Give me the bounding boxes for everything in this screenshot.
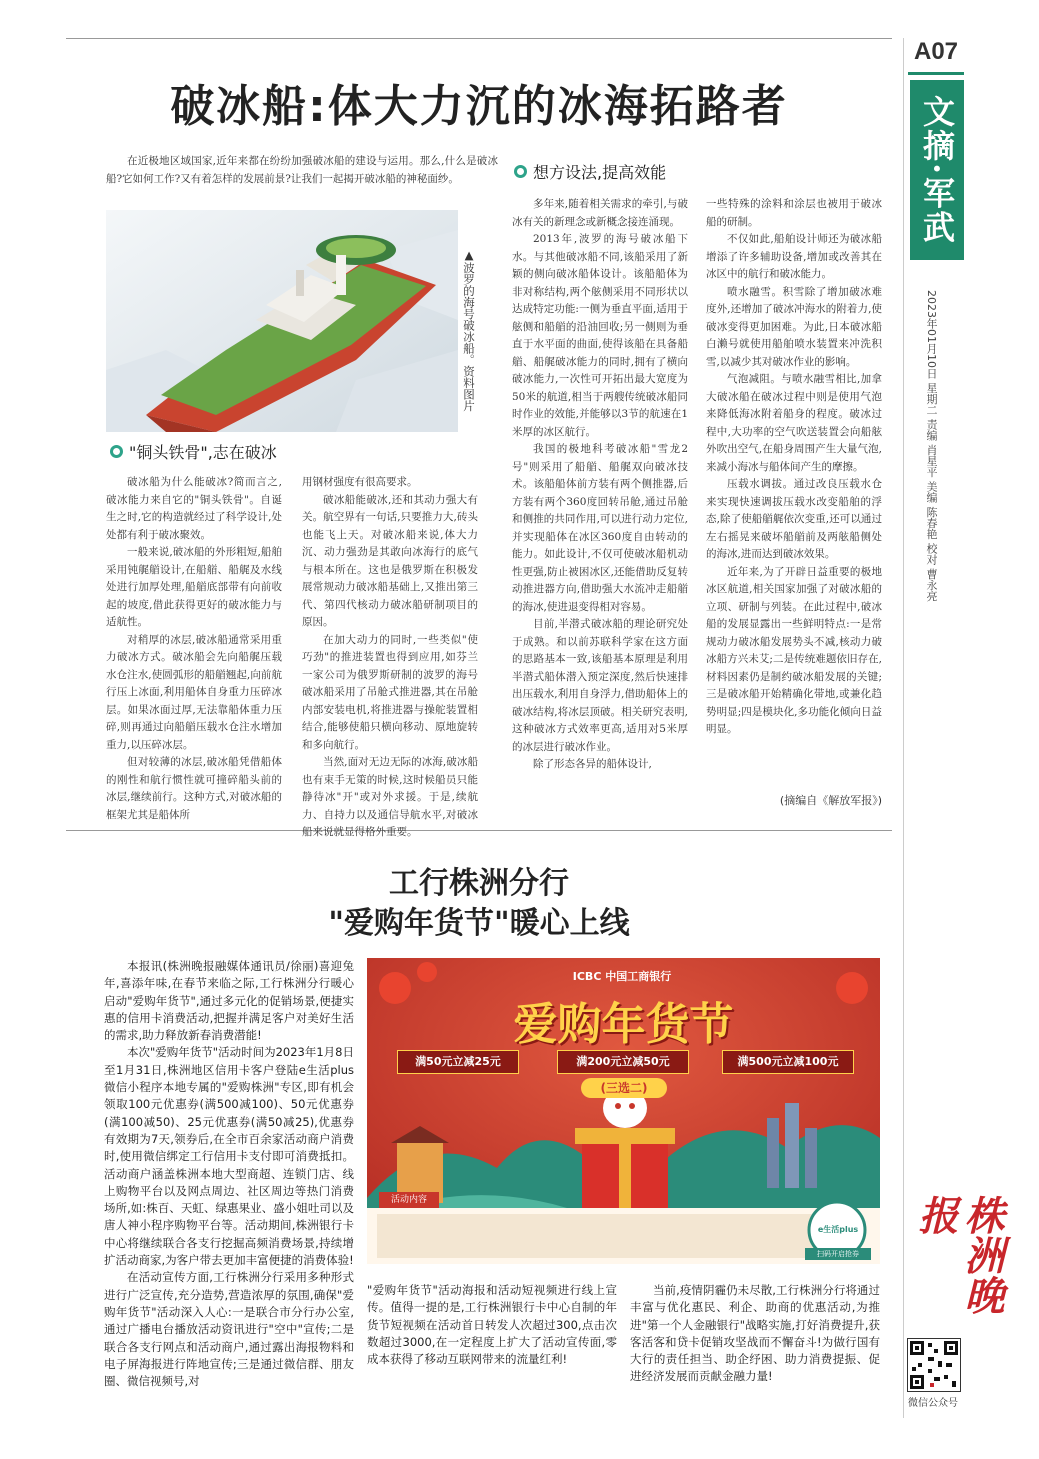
paragraph: 当前,疫情阴霾仍未尽散,工行株洲分行将通过丰富与优化惠民、利企、助商的优惠活动,为推进"第一个人金融银行"战略实施,打好消费提升,获客活客和贷卡促销攻坚战而不懈奋斗!为做行国有大行的责任担当、助企纾困、助力消费提振、促进经济发展而贡献金融力量! (630, 1283, 880, 1384)
section-tag (910, 80, 964, 260)
paragraph: 在加大动力的同时,一些类似"使巧劲"的推进装置也得到应用,如芬兰一家公司为俄罗斯研制的波罗的海号破冰船采用了吊舱式推进器,其在吊舱内部安装电机,将推进器与操舵装置相结合,能够使船只横向移动、原地旋转和多向航行。 (302, 633, 478, 751)
article1-source: (摘编自《解放军报》) (779, 794, 882, 807)
page-number: A07 (913, 38, 959, 65)
article2-col-c (630, 1282, 880, 1386)
poster-scan-label: 扫码开启抢券 (805, 1248, 871, 1260)
dateline: 2023年01月10日 星期二 责编 肖星平 美编 陈春艳 校对 曹永亮 (925, 290, 938, 602)
paragraph: 2013年,波罗的海号破冰船下水。与其他破冰船不同,该船采用了新颖的侧向破冰船体设计。该船船体为非对称结构,两个舷侧采用不同形状以达成特定功能:一侧为垂直平面,适用于舷侧和船艏的沿油回收;另一侧则为垂直于水平面的曲面,使得该船在具备船艏、船艉破冰能力的同时,拥有了横向破冰能力,一次性可开拓出最大宽度为50米的航道,相当于两艘传统破冰船同时作业的效能,并能够以3节的航速在1米厚的冰区航行。 (512, 233, 688, 438)
paragraph: 目前,半潜式破冰船的理论研究处于成熟。和以前苏联科学家在这方面的思路基本一致,该船基本原理是利用半潜式船体潜入预定深度,然后快速排出压载水,利用自身浮力,借助船体上的破冰结构,将冰层顶破。相关研究表明,这种破冰方式效率更高,适用对5米厚的冰层进行破冰作业。 (512, 618, 688, 753)
paragraph: 压载水调拔。通过改良压载水仓来实现快速调拔压载水改变船舶的浮态,除了使船艏艉依次变重,还可以通过左右摇晃来破坏船艏前及两舷船侧处的海冰,进而达到破冰效果。 (706, 478, 882, 560)
mid-rule (66, 830, 892, 831)
paragraph: 多年来,随着相关需求的牵引,与破冰有关的新理念或新概念接连涌现。 (512, 198, 688, 228)
poster-offer-1: 满50元立减25元 (397, 1050, 519, 1074)
qr-caption: 微信公众号 (908, 1398, 958, 1409)
bullet-circle-icon (110, 445, 123, 458)
paragraph: 破冰船能破冰,还和其动力强大有关。航空界有一句话,只要推力大,砖头也能飞上天。对破冰船来说,体大力沉、动力强劲是其敢向冰海行的底气与根本所在。这也是俄罗斯在积极发展常规动力破冰船基础上,又推出第三代、第四代核动力破冰船研制项目的原因。 (302, 493, 478, 628)
article1-col-b (302, 474, 478, 842)
qr-code-icon[interactable] (907, 1338, 961, 1392)
icebreaker-photo (106, 210, 458, 432)
side-rule (903, 38, 904, 1418)
poster-offer-2: 满200元立减50元 (557, 1050, 689, 1074)
paragraph: 当然,面对无边无际的冰海,破冰船也有束手无策的时候,这时候船员只能静待冰"开"或对外求援。于是,续航力、自持力以及通信导航水平,对破冰船来说就显得格外重要。 (302, 756, 478, 838)
paragraph: 气泡减阻。与喷水融雪相比,加拿大破冰船在破冰过程中则是使用气泡来降低海冰附着船身的程度。破冰过程中,大功率的空气吹送装置会向船舷外吹出空气,在船身周围产生大量气泡,来减小海冰与船体间产生的摩擦。 (706, 373, 882, 473)
paragraph: 近年来,为了开辟日益重要的极地冰区航道,相关国家加强了对破冰船的立项、研制与列装。在此过程中,破冰船的发展显露出一些鲜明特点:一是常规动力破冰船发展势头不减,核动力破冰船方兴未艾;二是传统难题依旧存在,材料因素仍是制约破冰船发展的关键;三是破冰船开始精确化带地,或兼化趋势明显;四是模块化,多功能化倾向日益明显。 (706, 565, 882, 735)
article1-lead (106, 152, 498, 188)
paragraph: 破冰船为什么能破冰?简而言之,破冰能力来自它的"铜头铁骨"。自诞生之时,它的构造就经过了科学设计,处处都有利于破冰聚效。 (106, 476, 282, 541)
article2-col-a (104, 958, 354, 1390)
page-number-underline (908, 72, 964, 75)
section-heading-efficiency (514, 160, 666, 183)
paragraph: 我国的极地科考破冰船"雪龙2号"则采用了船艏、船艉双向破冰技术。该船船体前方装有两个侧推器,后方装有两个360度回转吊舱,通过吊舱和侧推的共同作用,可以进行动力定位,并实现船体在冰区360度自由转动的能力。如此设计,不仅可使破冰船机动性更强,防止被困冰区,还能借助反复转动推进器方向,借助强大水流冲走船艏的海冰,使进退变得相对容易。 (512, 443, 688, 613)
paragraph: 对稍厚的冰层,破冰船通常采用重力破冰方式。破冰船会先向船艉压载水仓注水,使圆弧形的船艏翘起,向前航行压上冰面,利用船体自身重力压碎冰层。如果冰面过厚,无法靠船体重力压碎,则再通过向船艏压载水仓注水增加重力,以压碎冰层。 (106, 633, 282, 751)
poster-activity-label: 活动内容 (379, 1192, 439, 1208)
poster-title: 爱购年货节 (513, 999, 734, 1050)
masthead-logo: 株洲晚报 (912, 1195, 1005, 1315)
paragraph: 但对较薄的冰层,破冰船凭借船体的刚性和航行惯性就可撞碎船头前的冰层,继续前行。这种方式,对破冰船的框架尤其是船体所 (106, 756, 282, 821)
section-label: 文摘·军武 (918, 95, 956, 245)
bullet-circle-icon (514, 165, 527, 178)
article2-headline-2: "爱购年货节"暖心上线 (328, 906, 630, 941)
paragraph: 本次"爱购年货节"活动时间为2023年1月8日至1月31日,株洲地区信用卡客户登陆e生活plus微信小程序本地专属的"爱购株洲"专区,即有机会领取100元优惠券(满500减100)、50元优惠券(满100减50)、25元优惠券(满50减25),优惠券有效期为7天,领券后,在全市百余家活动商户消费时,使用微信绑定工行信用卡支付即可消费抵扣。活动商户涵盖株洲本地大型商超、连锁门店、线上购物平台以及网点周边、社区周边等热门消费场所,如:株百、天虹、绿惠果业、盛小姐吐司以及唐人神小程序购物平台等。活动期间,株洲银行卡中心将继续联合各支行挖掘高频消费场景,持续增扩活动商家,为客户带去更加丰富便捷的消费体验! (104, 1045, 354, 1268)
photo-caption: ▲波罗的海号破冰船。资料图片 (462, 248, 476, 412)
poster-bank-logo: ICBC 中国工商银行 (572, 970, 672, 983)
promo-poster (367, 958, 880, 1264)
article1-headline: 破冰船:体大力沉的冰海拓路者 (170, 81, 788, 132)
article1-col-d (706, 196, 882, 739)
section-heading-tough-text: "铜头铁骨",志在破冰 (129, 443, 277, 462)
lead-text: 在近极地区域国家,近年来都在纷纷加强破冰船的建设与运用。那么,什么是破冰船?它如何工作?又有着怎样的发展前景?让我们一起揭开破冰船的神秘面纱。 (106, 155, 498, 185)
paragraph: "爱购年货节"活动海报和活动短视频进行线上宣传。值得一提的是,工行株洲银行卡中心自制的年货节短视频在活动首日转发人次超过300,点击次数超过3000,在一定程度上扩大了活动宣传面,零成本获得了移动互联网带来的流量红利! (367, 1283, 617, 1367)
paragraph: 用钢材强度有很高要求。 (302, 476, 418, 488)
paragraph: 除了形态各异的船体设计, (533, 758, 652, 770)
paragraph: 一般来说,破冰船的外形粗短,船舶采用钝艉艏设计,在船艏、船艉及水线处进行加厚处理,船艏底部带有向前收起的坡度,借此获得更好的破冰能力与适航性。 (106, 546, 282, 628)
poster-offer-3: 满500元立减100元 (722, 1050, 854, 1074)
poster-choice: (三选二) (581, 1078, 667, 1098)
paragraph: 喷水融雪。积雪除了增加破冰难度外,还增加了破冰冲海水的附着力,使破冰变得更加困难。为此,日本破冰船白濑号就使用船舶喷水装置来冲洗积雪,以减少其对破冰作业的影响。 (706, 285, 882, 368)
paragraph: 一些特殊的涂料和涂层也被用于破冰船的研制。 (706, 198, 882, 228)
paragraph: 本报讯(株洲晚报融媒体通讯员/徐丽)喜迎兔年,喜添年味,在春节来临之际,工行株洲分行暖心启动"爱购年货节",通过多元化的促销场景,便捷实惠的信用卡消费活动,把握并满足客户对美好生活的需求,助力释放新春消费潜能! (104, 959, 354, 1043)
article1-col-a (106, 474, 282, 824)
poster-seal: e生活plus (817, 1225, 859, 1234)
article2-headline-1: 工行株洲分行 (389, 866, 569, 901)
section-heading-efficiency-text: 想方设法,提高效能 (533, 163, 667, 182)
top-rule (66, 38, 892, 39)
paragraph: 不仅如此,船舶设计师还为破冰船增添了许多辅助设备,增加或改善其在冰区中的航行和破冰能力。 (706, 233, 882, 280)
section-heading-tough (110, 440, 277, 463)
article2-col-b (367, 1282, 617, 1368)
article1-col-c (512, 196, 688, 774)
paragraph: 在活动宣传方面,工行株洲分行采用多种形式进行广泛宣传,充分造势,营造浓厚的氛围,确保"爱购年货节"活动深入人心:一是联合市分行办公室,通过广播电台播放活动资讯进行"空中"宣传;二是联合各支行网点和活动商户,通过露出海报物料和电子屏海报进行阵地宣传;三是通过微信群、朋友圈、微信视频号,对 (104, 1270, 354, 1389)
